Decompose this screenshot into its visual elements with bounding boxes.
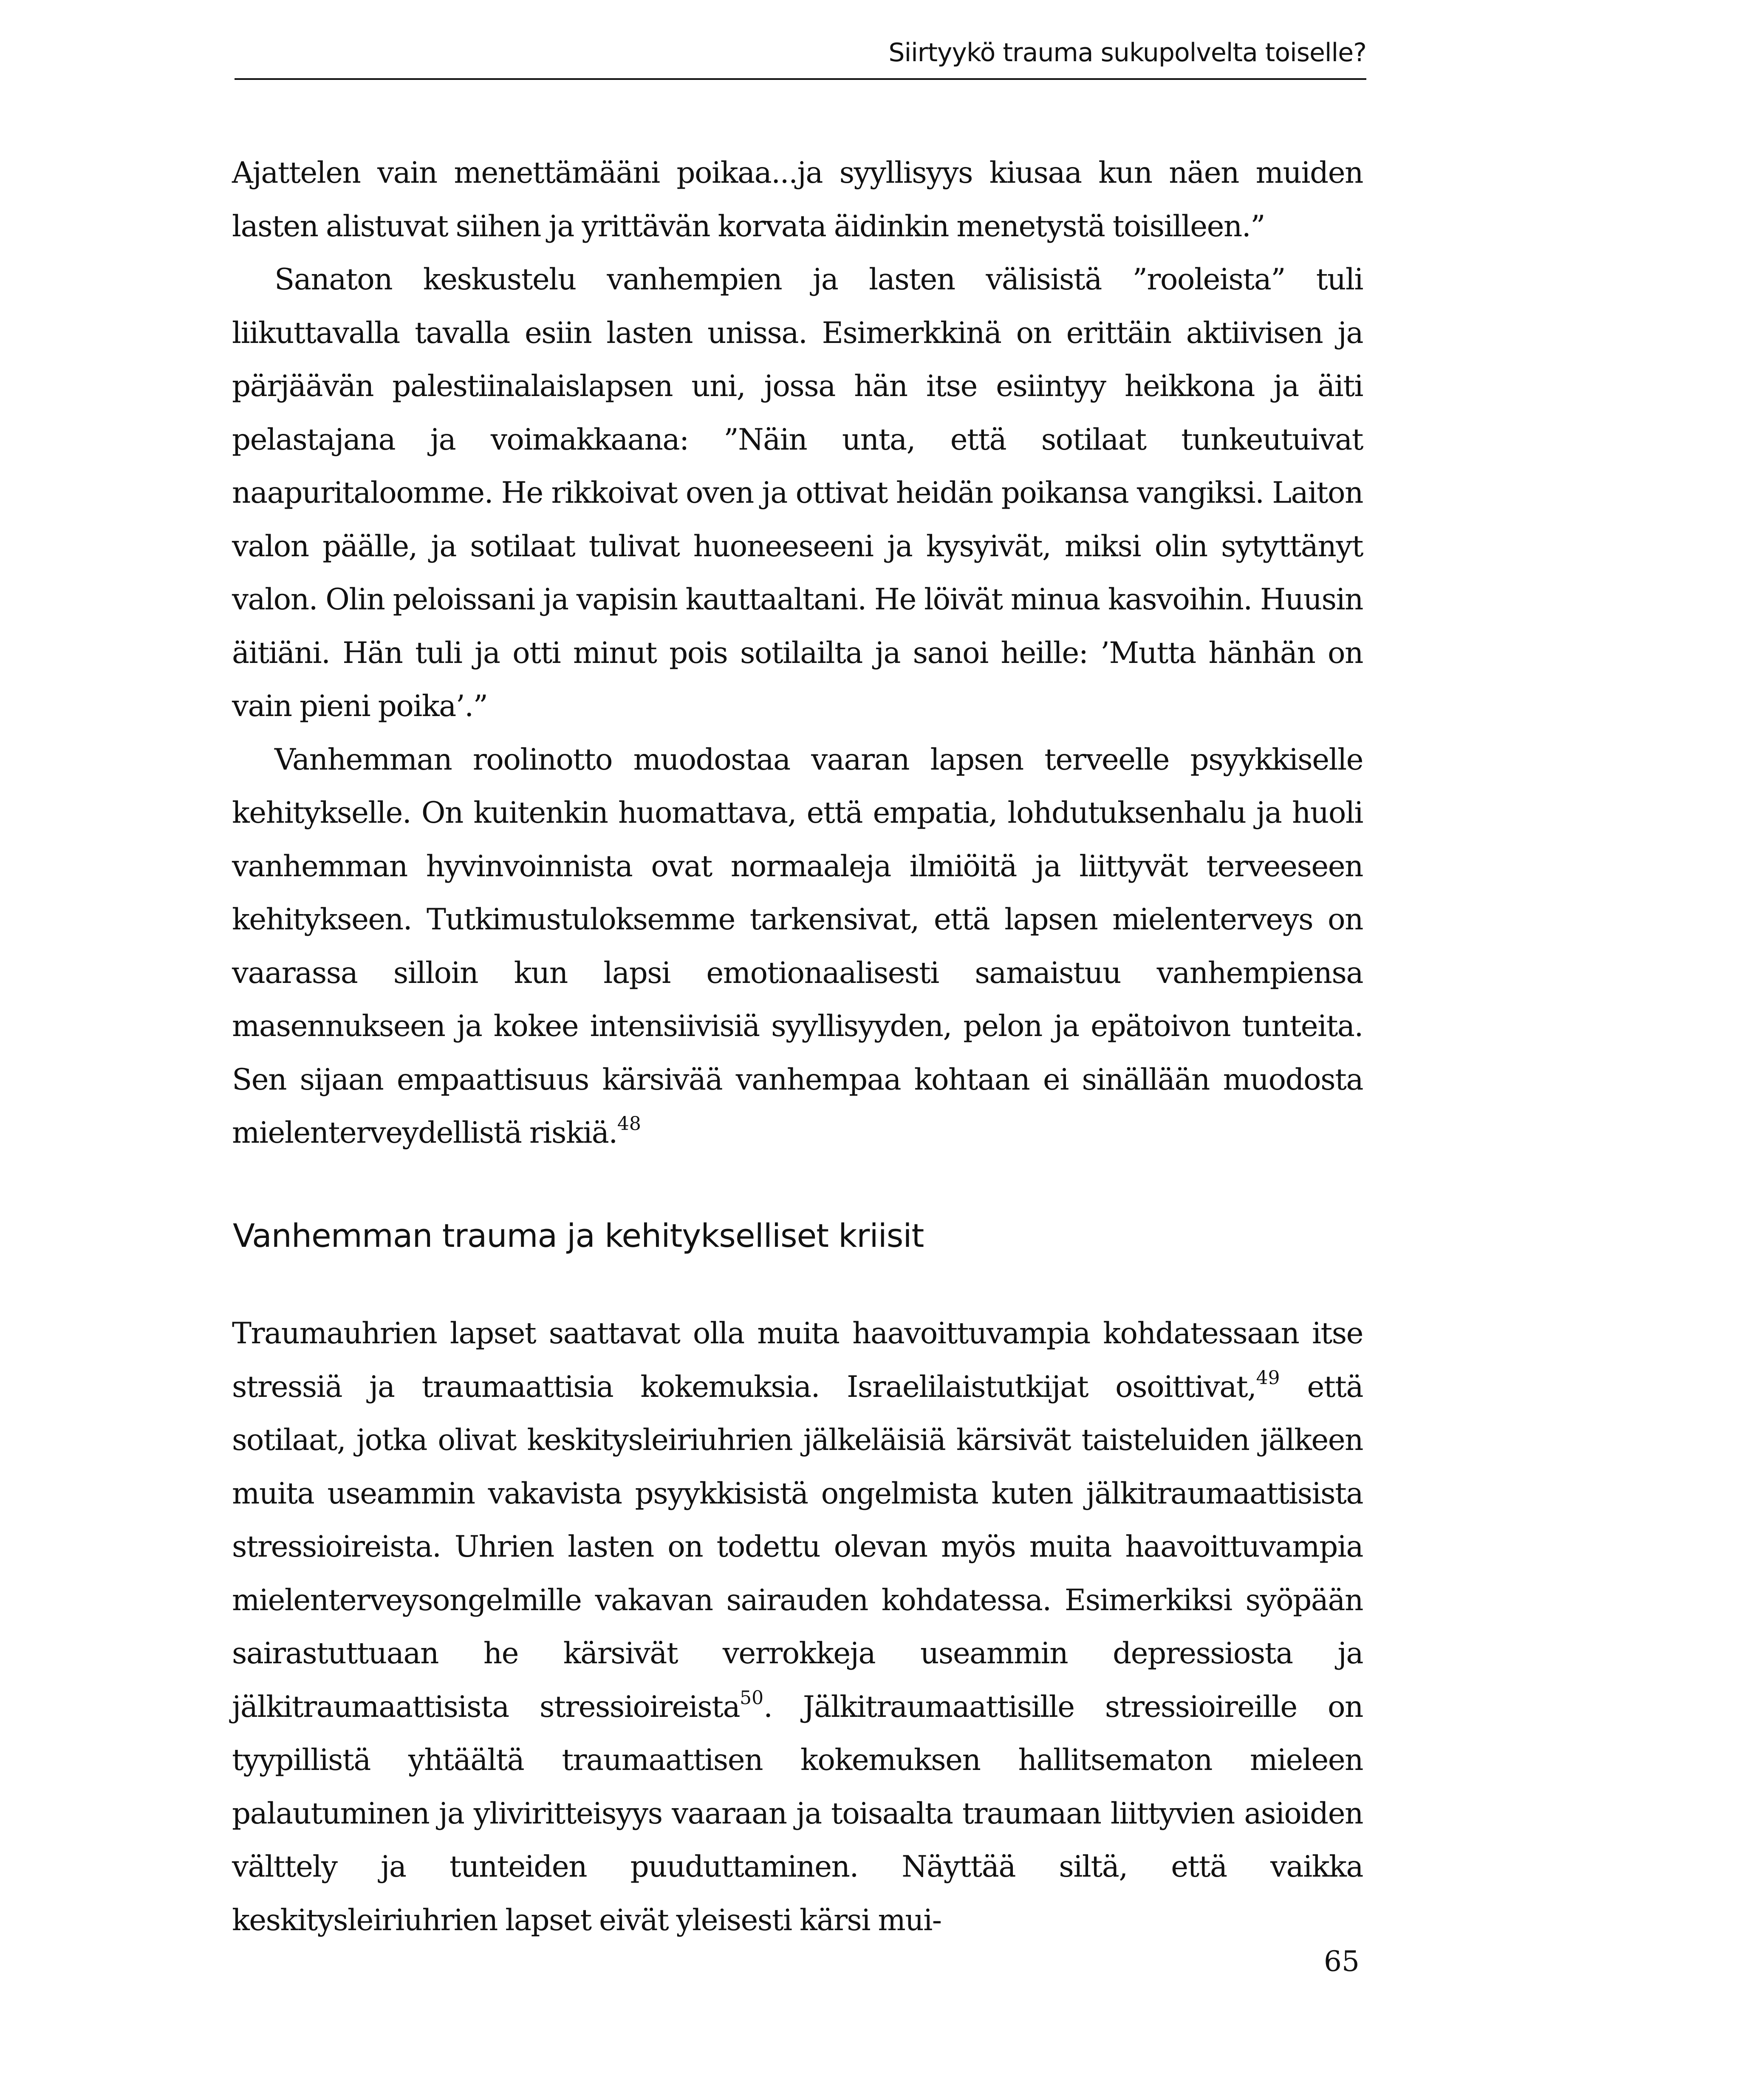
footnote-ref-48: 48 (617, 1113, 641, 1135)
footnote-ref-49: 49 (1256, 1367, 1280, 1389)
paragraph-role-reversal (232, 733, 1363, 1160)
running-head: Siirtyykö trauma sukupolvelta toiselle? (235, 25, 1366, 80)
paragraph-vulnerability (232, 1307, 1363, 1947)
paragraph-segment-2: että sotilaat, jotka olivat keskitysleiriuhrien jälkeläisiä kärsivät taisteluiden jälkeen muita useammin vakavista psyykkisistä ongelmista kuten jälkitraumaattisista stressioireista. Uhrien lasten on todettu olevan myös muita haavoittuvampia mielenterveysongelmille vakavan sairauden kohdatessa. Esimerkiksi syöpään sairastuttuaan he kärsivät verrokkeja useammin depressiosta ja jälkitraumaattisista stressioireista (232, 1370, 1363, 1724)
footnote-ref-50: 50 (740, 1687, 764, 1709)
section-heading: Vanhemman trauma ja kehitykselliset kriisit (233, 1217, 924, 1254)
paragraph-role-reversal-text: Vanhemman roolinotto muodostaa vaaran lapsen terveelle psyykkiselle kehitykselle. On kuitenkin huomattava, että empatia, lohdutuksenhalu ja huoli vanhemman hyvinvoinnista ovat normaaleja ilmiöitä ja liittyvät terveeseen kehitykseen. Tutkimustuloksemme tarkensivat, että lapsen mielenterveys on vaarassa silloin kun lapsi emotionaalisesti samaistuu vanhempiensa masennukseen ja kokee intensiivisiä syyllisyyden, pelon ja epätoivon tunteita. Sen sijaan empaattisuus kärsivää vanhempaa kohtaan ei sinällään muodosta mielenterveydellistä riskiä. (232, 742, 1363, 1150)
page-number: 65 (1324, 1945, 1360, 1978)
paragraph-quote-end: Ajattelen vain menettämääni poikaa...ja syyllisyys kiusaa kun näen muiden lasten alistuvat siihen ja yrittävän korvata äidinkin menetystä toisilleen.” (232, 156, 1363, 244)
paragraph-segment-1: Traumauhrien lapset saattavat olla muita haavoittuvampia kohdatessaan itse stressiä ja traumaattisia kokemuksia. Israelilaistutkijat osoittivat, (232, 1317, 1363, 1404)
body-text-upper (232, 147, 1363, 1160)
paragraph-dream: Sanaton keskustelu vanhempien ja lasten välisistä ”rooleista” tuli liikuttavalla tavalla esiin lasten unissa. Esimerkkinä on erittäin aktiivisen ja pärjäävän palestiinalaislapsen uni, jossa hän itse esiintyy heikkona ja äiti pelastajana ja voimakkaana: ”Näin unta, että sotilaat tunkeutuivat naapuritaloomme. He rikkoivat oven ja ottivat heidän poikansa vangiksi. Laiton valon päälle, ja sotilaat tulivat huoneeseeni ja kysyivät, miksi olin sytyttänyt valon. Olin peloissani ja vapisin kauttaaltani. He löivät minua kasvoihin. Huusin äitiäni. Hän tuli ja otti minut pois sotilailta ja sanoi heille: ’Mutta hänhän on vain pieni poika’.” (232, 263, 1363, 723)
body-text-lower (232, 1307, 1363, 1947)
paragraph-segment-3: . Jälkitraumaattisille stressioireille on tyypillistä yhtäältä traumaattisen kokemuksen hallitsematon mieleen palautuminen ja yliviritteisyys vaaraan ja toisaalta traumaan liittyvien asioiden välttely ja tunteiden puuduttaminen. Näyttää siltä, että vaikka keskitysleiriuhrien lapset eivät yleisesti kärsi mui- (232, 1690, 1363, 1937)
